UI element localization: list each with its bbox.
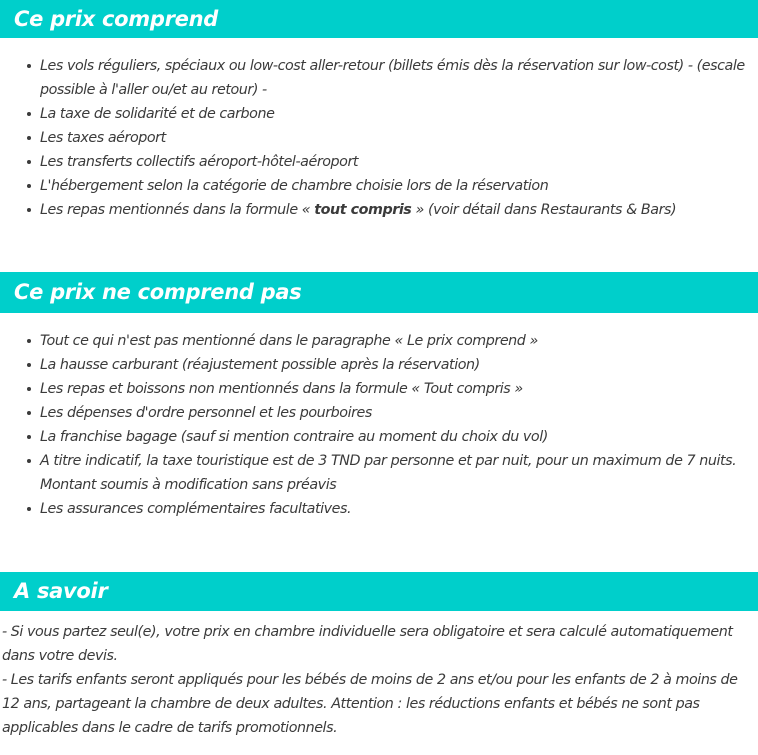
spacer bbox=[0, 222, 758, 272]
list-item bbox=[0, 174, 758, 198]
section-title-includes: Ce prix comprend bbox=[14, 6, 218, 31]
notice-body bbox=[0, 620, 758, 740]
section-header-notice bbox=[0, 572, 758, 611]
spacer bbox=[0, 38, 758, 54]
list-item-text-prefix: Les repas mentionnés dans la formule « bbox=[40, 202, 315, 218]
list-item bbox=[0, 425, 758, 449]
list-item-text: Les assurances complémentaires facultatives. bbox=[40, 501, 352, 517]
list-item bbox=[0, 377, 758, 401]
list-item-text: La hausse carburant (réajustement possible après la réservation) bbox=[40, 357, 480, 373]
list-item bbox=[0, 54, 758, 102]
section-title-excludes: Ce prix ne comprend pas bbox=[14, 280, 302, 304]
list-item bbox=[0, 497, 758, 521]
list-item-meals bbox=[0, 198, 758, 222]
list-item-text: Les repas et boissons non mentionnés dans la formule « Tout compris » bbox=[40, 381, 523, 397]
list-item bbox=[0, 353, 758, 377]
list-item-text: Les vols réguliers, spéciaux ou low-cost aller-retour (billets émis dès la réservation sur low-cost) - (escale possible à l'aller ou/et au retour) - bbox=[40, 58, 745, 98]
notice-paragraph: - Les tarifs enfants seront appliqués pour les bébés de moins de 2 ans et/ou pour les enfants de 2 à moins de 12 ans, partageant la chambre de deux adultes. Attention : les réductions enfants et bébés ne sont pas applicables dans le cadre de tarifs promotionnels. bbox=[2, 672, 738, 736]
list-item bbox=[0, 449, 758, 497]
list-item bbox=[0, 126, 758, 150]
list-item-text: A titre indicatif, la taxe touristique est de 3 TND par personne et par nuit, pour un maximum de 7 nuits. Montant soumis à modification sans préavis bbox=[40, 453, 737, 493]
list-item-text: Les transferts collectifs aéroport-hôtel-aéroport bbox=[40, 154, 359, 170]
list-item-text: Tout ce qui n'est pas mentionné dans le paragraphe « Le prix comprend » bbox=[40, 333, 538, 349]
excludes-list bbox=[0, 329, 758, 521]
section-header-excludes bbox=[0, 272, 758, 313]
list-item-text: L'hébergement selon la catégorie de chambre choisie lors de la réservation bbox=[40, 178, 549, 194]
spacer bbox=[0, 521, 758, 572]
list-item-text-suffix: » (voir détail dans Restaurants & Bars) bbox=[411, 202, 677, 218]
list-item-text: Les dépenses d'ordre personnel et les pourboires bbox=[40, 405, 372, 421]
list-item-text: La taxe de solidarité et de carbone bbox=[40, 106, 275, 122]
list-item bbox=[0, 401, 758, 425]
spacer bbox=[0, 313, 758, 329]
list-item bbox=[0, 329, 758, 353]
section-title-notice: A savoir bbox=[14, 579, 108, 603]
section-header-includes bbox=[0, 0, 758, 38]
list-item bbox=[0, 150, 758, 174]
spacer bbox=[0, 611, 758, 620]
list-item bbox=[0, 102, 758, 126]
notice-paragraph: - Si vous partez seul(e), votre prix en chambre individuelle sera obligatoire et sera calculé automatiquement dans votre devis. bbox=[2, 624, 733, 664]
list-item-text: La franchise bagage (sauf si mention contraire au moment du choix du vol) bbox=[40, 429, 548, 445]
includes-list bbox=[0, 54, 758, 222]
list-item-text: Les taxes aéroport bbox=[40, 130, 166, 146]
list-item-text-emphasis: tout compris bbox=[314, 202, 412, 218]
